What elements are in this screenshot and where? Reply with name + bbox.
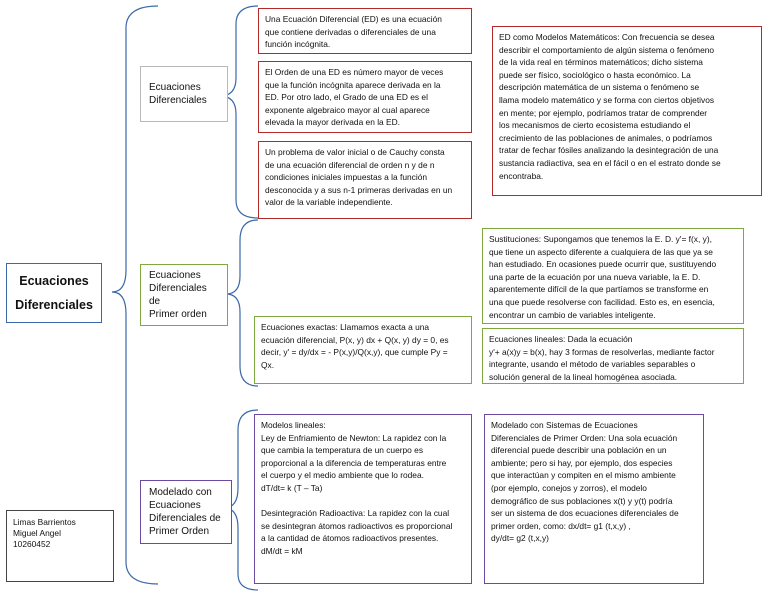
topic-modelado: Modelado con Ecuaciones Diferenciales de Primer Orden	[140, 480, 232, 544]
topic-primer-orden: Ecuaciones Diferenciales de Primer orden	[140, 264, 228, 326]
box-sistemas-ecuaciones: Modelado con Sistemas de Ecuaciones Diferenciales de Primer Orden: Una sola ecuación diferencial puede describir una población en un ambiente; pero si hay, por ejemplo, dos especies que interactúan y compiten en el mismo ambiente (por ejemplo, conejos y zorros), el modelo demográfico de sus poblaciones x(t) y y(t) podría ser un sistema de dos ecuaciones diferenciales de primer orden, como: dx/dt= g1 (t,x,y) , dy/dt= g2 (t,x,y)	[484, 414, 704, 584]
box-modelos-matematicos: ED como Modelos Matemáticos: Con frecuencia se desea describir el comportamiento de algún sistema o fenómeno de la vida real en términos matemáticos; dicho sistema puede ser físico, sociológico o hasta económico. La descripción matemática de un sistema o fenómeno se llama modelo matemático y se forma con ciertos objetivos en mente; por ejemplo, podríamos tratar de comprender los mecanismos de cierto ecosistema estudiando el crecimiento de las poblaciones de animales, o podríamos tratar de fechar fósiles analizando la desintegración de una sustancia radiactiva, sea en el fácil o en el estrato donde se encontraba.	[492, 26, 762, 196]
box-sustituciones: Sustituciones: Supongamos que tenemos la E. D. y'= f(x, y), que tiene un aspecto diferente a cualquiera de las que ya se han estudiado. En ocasiones puede ocurrir que, sustituyendo una parte de la ecuación por una nueva variable, la E. D. aparentemente difícil de la que partíamos se transforme en una que puede resolverse con facilidad. Esto es, en esencia, encontrar un cambio de variables inteligente.	[482, 228, 744, 324]
box-cauchy: Un problema de valor inicial o de Cauchy consta de una ecuación diferencial de orden n y de n condiciones iniciales impuestas a la función desconocida y a sus n-1 primeras derivadas en un valor de la variable independiente.	[258, 141, 472, 219]
box-orden-grado: El Orden de una ED es número mayor de veces que la función incógnita aparece derivada en la ED. Por otro lado, el Grado de una ED es el exponente algebraico mayor al cual aparece elevada la mayor derivada en la ED.	[258, 61, 472, 133]
root-node: Ecuaciones Diferenciales	[6, 263, 102, 323]
topic-ecuaciones-diferenciales: Ecuaciones Diferenciales	[140, 66, 228, 122]
box-modelos-lineales: Modelos lineales: Ley de Enfriamiento de Newton: La rapidez con la que cambia la temperatura de un cuerpo es proporcional a la diferencia de temperaturas entre el cuerpo y el medio ambiente que lo rodea. dT/dt= k (T – Ta) Desintegración Radioactiva: La rapidez con la cual se desintegran átomos radioactivos es proporcional a la cantidad de átomos radioactivos presentes. dM/dt = kM	[254, 414, 472, 584]
box-ecuaciones-lineales: Ecuaciones lineales: Dada la ecuación y'+ a(x)y = b(x), hay 3 formas de resolverlas, mediante factor integrante, usando el método de variables separables o solución general de la lineal homogénea asociada.	[482, 328, 744, 384]
box-ecuaciones-exactas: Ecuaciones exactas: Llamamos exacta a una ecuación diferencial, P(x, y) dx + Q(x, y) dy = 0, es decir, y' = dy/dx = - P(x,y)/Q(x,y), que cumple Py = Qx.	[254, 316, 472, 384]
box-definicion: Una Ecuación Diferencial (ED) es una ecuación que contiene derivadas o diferenciales de una función incógnita.	[258, 8, 472, 54]
author-info: Limas Barrientos Miguel Angel 10260452	[6, 510, 114, 582]
